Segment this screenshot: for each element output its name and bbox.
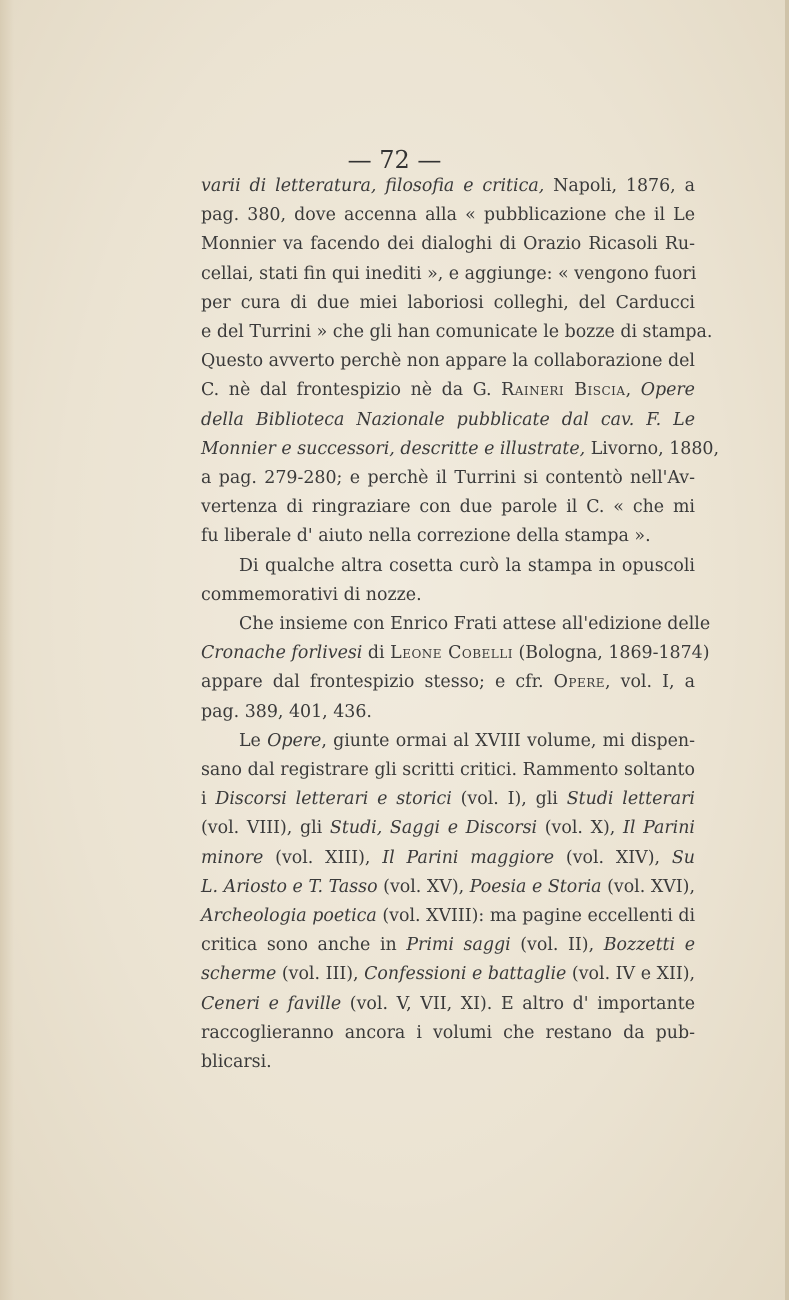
- text-run: i: [201, 789, 216, 810]
- text-line: [201, 260, 695, 289]
- italic-title: Studi letterari: [566, 789, 695, 810]
- text-line: [201, 902, 695, 931]
- text-run: (Bologna, 1869-1874): [512, 643, 710, 664]
- text-line: [201, 464, 695, 493]
- text-run: vertenza di ringraziare con due parole il C. « che mi: [201, 497, 695, 518]
- text-line: [201, 931, 695, 960]
- text-line: [201, 230, 695, 259]
- text-run: sano dal registrare gli scritti critici. Rammento soltanto: [201, 760, 695, 781]
- text-line: [201, 493, 695, 522]
- italic-title: Il Parini maggiore: [382, 847, 555, 868]
- italic-title: Monnier e successori, descritte e illustrate,: [201, 438, 586, 459]
- small-caps-name: Leone Cobelli: [390, 643, 513, 664]
- text-run: pag. 380, dove accenna alla « pubblicazione che il Le: [201, 205, 695, 226]
- text-line: [201, 201, 695, 230]
- text-run: fu liberale d' aiuto nella correzione della stampa ».: [201, 526, 651, 547]
- italic-title: Primi saggi: [406, 935, 511, 956]
- text-run: (vol. VIII), gli: [201, 818, 330, 839]
- italic-title: della Biblioteca Nazionale pubblicate dal cav. F. Le: [201, 409, 695, 430]
- text-line: [201, 698, 695, 727]
- text-line: [201, 1048, 695, 1077]
- text-run: e del Turrini » che gli han comunicate le bozze di stampa.: [201, 322, 713, 343]
- text-run: (vol. V, VII, XI). E altro d' importante: [341, 993, 695, 1014]
- text-line: [201, 990, 695, 1019]
- text-line: [201, 639, 710, 668]
- text-run: pag. 389, 401, 436.: [201, 701, 372, 722]
- text-run: , giunte ormai al XVIII volume, mi dispen-: [321, 730, 695, 751]
- text-run: Che insieme con Enrico Frati attese all'edizione delle: [239, 614, 711, 635]
- text-line: [201, 960, 695, 989]
- text-run: C. nè dal frontespizio nè da G.: [201, 380, 502, 401]
- italic-title: Su: [671, 847, 695, 868]
- text-run: , vol. I, a: [605, 672, 695, 693]
- small-caps-name: Raineri Biscia: [501, 380, 626, 401]
- text-run: ,: [625, 380, 641, 401]
- text-line: [201, 610, 711, 639]
- text-line: [201, 873, 695, 902]
- text-line: [201, 581, 695, 610]
- text-run: (vol. XVI),: [601, 876, 695, 897]
- text-run: Di qualche altra cosetta curò la stampa in opuscoli: [239, 555, 695, 576]
- text-run: (vol. XV),: [377, 876, 470, 897]
- text-run: raccoglieranno ancora i volumi che restano da pub-: [201, 1022, 695, 1043]
- italic-title: Studi, Saggi e Discorsi: [329, 818, 538, 839]
- page-edge-right: [785, 0, 789, 1300]
- text-run: appare dal frontespizio stesso; e cfr.: [201, 672, 554, 693]
- italic-title: Il Parini: [622, 818, 695, 839]
- text-line: [201, 376, 695, 405]
- text-line: [201, 552, 695, 581]
- text-run: (vol. III),: [276, 964, 365, 985]
- text-run: critica sono anche in: [201, 935, 407, 956]
- text-run: (vol. IV e XII),: [566, 964, 696, 985]
- text-run: Livorno, 1880,: [585, 438, 719, 459]
- text-run: Napoli, 1876, a: [544, 176, 695, 196]
- text-line: [201, 435, 719, 464]
- italic-title: minore: [201, 847, 264, 868]
- text-line: [201, 814, 695, 843]
- italic-title: Discorsi letterari e storici: [215, 789, 452, 810]
- text-line: [201, 668, 695, 697]
- text-line: [201, 756, 695, 785]
- text-line: [201, 289, 695, 318]
- text-line: [201, 844, 695, 873]
- text-run: cellai, stati fin qui inediti », e aggiunge: « vengono fuori: [201, 263, 697, 284]
- italic-title: Archeologia poetica: [201, 906, 377, 927]
- italic-title: L. Ariosto e T. Tasso: [201, 876, 378, 897]
- text-run: a pag. 279-280; e perchè il Turrini si contentò nell'Av-: [201, 468, 695, 489]
- text-run: (vol. I), gli: [451, 789, 567, 810]
- italic-title: Bozzetti e: [603, 935, 696, 956]
- page-edge-left: [0, 0, 14, 1300]
- text-run: Le: [239, 730, 268, 751]
- small-caps-name: Opere: [553, 672, 605, 693]
- text-run: (vol. XVIII): ma pagine eccellenti di: [376, 906, 696, 927]
- page-number: — 72 —: [347, 146, 442, 174]
- text-line: [201, 347, 695, 376]
- text-run: di: [362, 643, 391, 664]
- italic-title: scherme: [201, 964, 277, 985]
- text-line: [201, 406, 695, 435]
- text-line: [201, 318, 713, 347]
- italic-title: Confessioni e battaglie: [364, 964, 567, 985]
- italic-title: Ceneri e faville: [201, 993, 342, 1014]
- text-line: [201, 727, 695, 756]
- text-run: (vol. X),: [537, 818, 623, 839]
- text-run: commemorativi di nozze.: [201, 584, 422, 605]
- italic-title: Opere: [267, 730, 322, 751]
- italic-title: Cronache forlivesi: [201, 643, 363, 664]
- text-run: (vol. XIII),: [263, 847, 383, 868]
- text-run: (vol. II),: [510, 935, 604, 956]
- text-line: [201, 522, 695, 551]
- text-run: per cura di due miei laboriosi colleghi, del Carducci: [201, 292, 695, 313]
- italic-title: varii di letteratura, filosofia e critica,: [201, 176, 545, 196]
- text-run: Questo avverto perchè non appare la collaborazione del: [201, 351, 695, 372]
- text-line: [201, 172, 695, 201]
- text-line: [201, 1019, 695, 1048]
- text-run: (vol. XIV),: [554, 847, 672, 868]
- body-text: [201, 172, 719, 1077]
- italic-title: Opere: [640, 380, 695, 401]
- italic-title: Poesia e Storia: [469, 876, 602, 897]
- text-run: blicarsi.: [201, 1052, 272, 1073]
- text-line: [201, 785, 695, 814]
- text-run: Monnier va facendo dei dialoghi di Orazio Ricasoli Ru-: [201, 234, 695, 255]
